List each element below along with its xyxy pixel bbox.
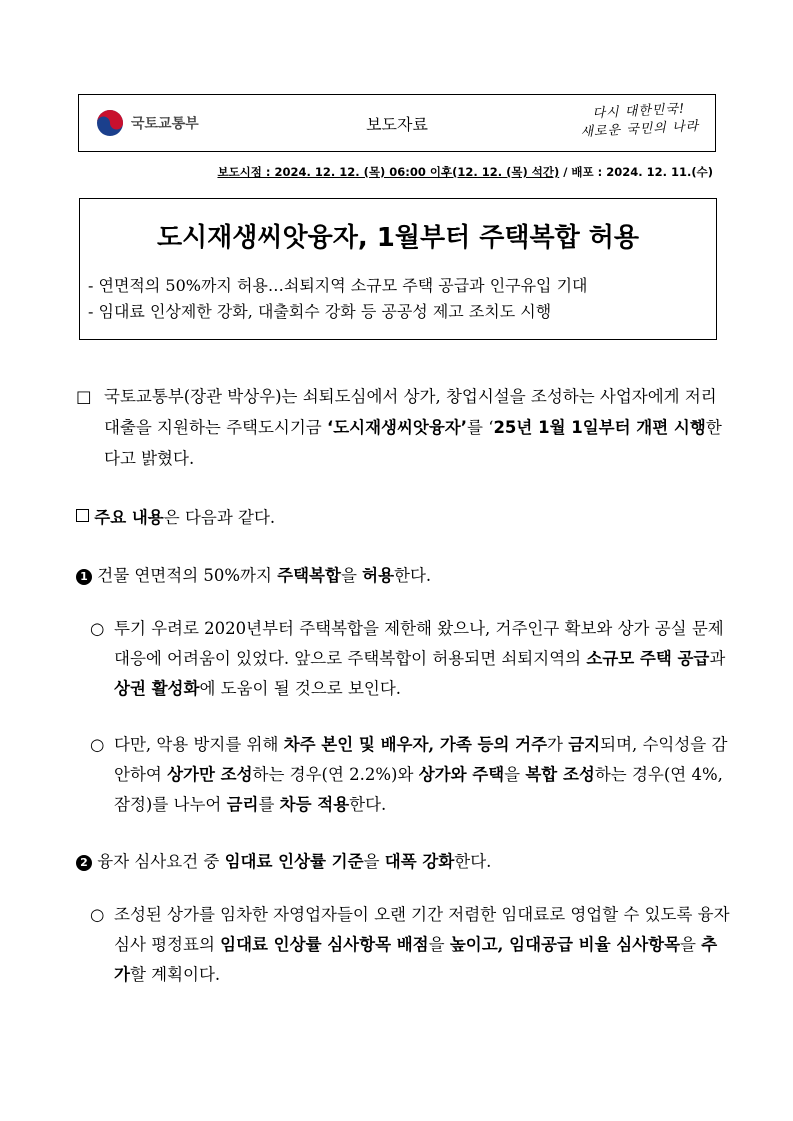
item-text: 과 [709,649,726,668]
para2-text: 은 다음과 같다. [163,508,276,527]
title-box [79,198,717,340]
program-name: ‘도시재생씨앗융자’ [326,418,468,437]
item-bold: 복합 조성 [525,765,595,784]
sec2-text1: 융자 심사요건 중 [97,852,225,871]
item-text: 한다. [349,795,387,814]
section-1-item-2 [90,730,730,820]
sec1-text3: 한다. [394,566,432,585]
item-bold: 상권 활성화 [114,679,200,698]
item-bold: 임대료 인상률 심사항목 배점 [220,935,429,954]
distribution-date: 배포 : 2024. 12. 11.(수) [571,165,713,179]
square-bullet: □ [76,387,92,406]
item-text: 를 [258,795,280,814]
circle-bullet: ○ [90,905,105,924]
main-content-label: 주요 내용 [94,508,164,527]
para1-text1: 국토교통부(장관 박상우)는 쇠퇴도심에서 상가, 창업시설을 조성하는 사업자에게 저리 대출을 지원하는 주택도시기금 [104,387,717,437]
section-2-item-1 [90,900,730,990]
para1-text2: 를 ‘ [467,418,494,437]
item-text: 다만, 악용 방지를 위해 [114,735,284,754]
number-badge-2: 2 [76,855,92,871]
item-text: 가 [547,735,569,754]
sec1-bold2: 허용 [362,566,395,585]
press-release-label: 보도자료 [366,115,428,134]
item-bold: 높이고, 임대공급 비율 심사항목 [449,935,681,954]
item-text: 할 계획이다. [129,965,221,984]
item-bold: 소규모 주택 공급 [586,649,710,668]
item-bold: 상가만 조성 [167,765,253,784]
para1-text3: 한다고 밝혔다. [104,418,722,468]
slogan [579,100,699,142]
slogan-line2: 새로운 국민의 나라 [580,118,700,141]
sec1-bold1: 주택복합 [277,566,341,585]
ministry-name: 국토교통부 [131,116,199,132]
item-text: 을 [428,935,450,954]
subtitle-1: - 연면적의 50%까지 허용…쇠퇴지역 소규모 주택 공급과 인구유입 기대 [88,276,588,295]
item-text: 하는 경우(연 4%, 잠정)를 나누어 [114,765,723,814]
item-text: 에 도움이 될 것으로 보인다. [199,679,402,698]
paragraph-intro [76,381,726,474]
sec2-bold2: 대폭 강화 [384,852,455,871]
sec1-text1: 건물 연면적의 50%까지 [97,566,278,585]
item-text: 투기 우려로 2020년부터 주택복합을 제한해 왔으나, 거주인구 확보와 상가 공실 문제 대응에 어려움이 있었다. 앞으로 주택복합이 허용되면 쇠퇴지역의 [114,619,724,668]
item-bold: 금지 [568,735,601,754]
sec2-text3: 한다. [454,852,492,871]
sec2-bold1: 임대료 인상률 기준 [224,852,364,871]
item-text: 을 [680,935,702,954]
slogan-line1: 다시 대한민국! [592,101,686,122]
sec1-text2: 을 [340,566,363,585]
effective-date: 25년 1월 1일부터 개편 시행 [493,418,706,437]
item-bold: 상가와 주택 [418,765,505,784]
circle-bullet: ○ [90,619,105,638]
sec2-text2: 을 [363,852,385,871]
square-bullet-icon [76,509,89,522]
item-bold: 금리 [226,795,259,814]
release-info [217,164,713,180]
page-title: 도시재생씨앗융자, 1월부터 주택복합 허용 [156,223,640,253]
item-bold: 차등 적용 [279,795,350,814]
section-1-item-1 [90,614,730,704]
item-text: 조성된 상가를 임차한 자영업자들이 오랜 기간 저렴한 임대료로 영업할 수 있도록 융자심사 평정표의 [114,905,730,954]
embargo-time: 보도시점 : 2024. 12. 12. (목) 06:00 이후(12. 12. (목) 석간) [217,165,560,179]
item-bold: 추가 [114,935,718,984]
item-text: 하는 경우(연 2.2%)와 [252,765,419,784]
circle-bullet: ○ [90,735,105,754]
header-box [78,94,716,152]
section-1-heading [76,560,726,591]
item-text: 되며, 수익성을 감안하여 [114,735,728,784]
paragraph-main-content [76,502,726,533]
subtitle-2: - 임대료 인상제한 강화, 대출회수 강화 등 공공성 제고 조치도 시행 [88,302,552,321]
number-badge-1: 1 [76,569,92,585]
item-bold: 차주 본인 및 배우자, 가족 등의 거주 [283,735,548,754]
item-text: 을 [504,765,526,784]
section-2-heading [76,846,726,877]
release-separator: / [559,165,572,179]
